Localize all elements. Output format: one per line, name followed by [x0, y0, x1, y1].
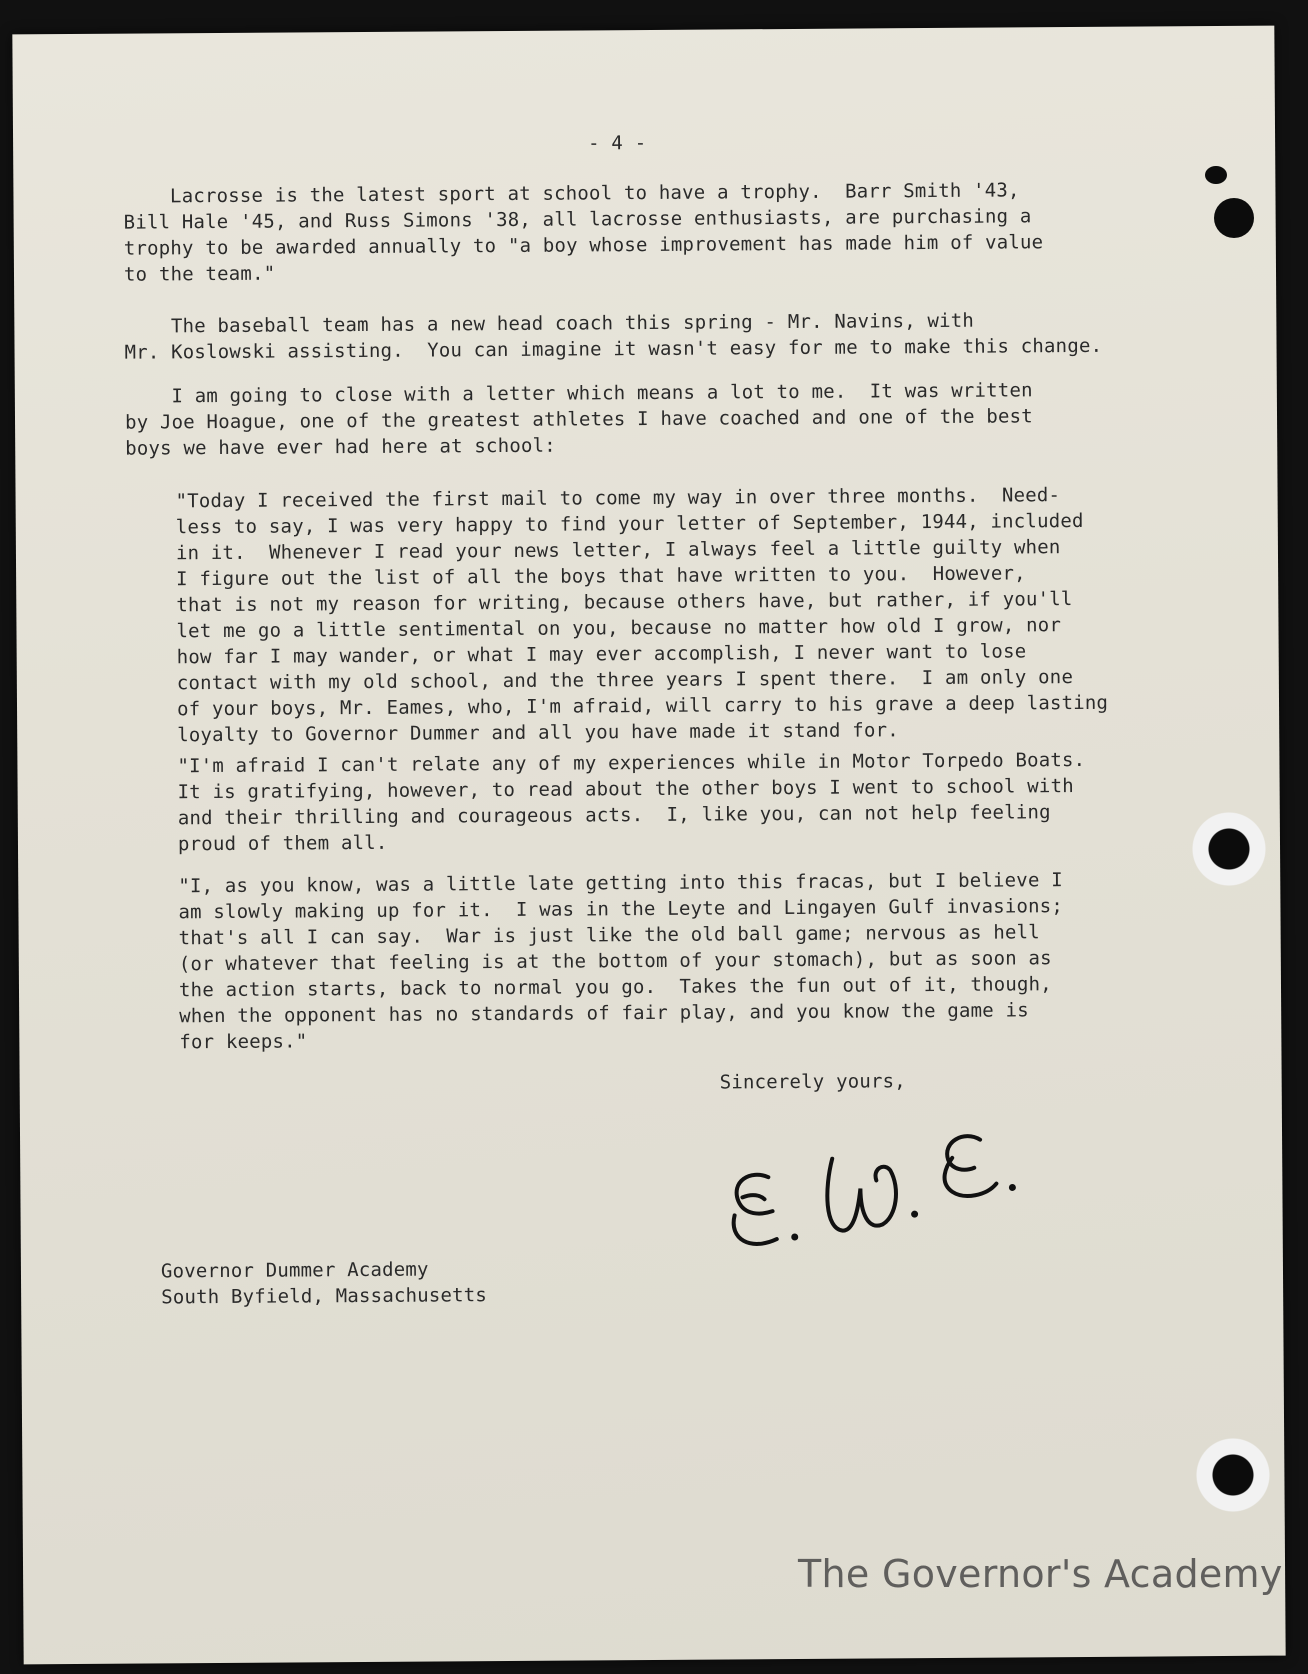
paragraph-lacrosse: Lacrosse is the latest sport at school to have a trophy. Barr Smith '43, Bill Hale '45, and Russ Simons '38, all lacrosse enthusiasts, are purchasing a trophy to be awarded annually to "a boy whose improvement has made him of value to the team." [123, 179, 1044, 286]
watermark: The Governor's Academy [798, 1552, 1283, 1596]
paragraph-letter-intro: I am going to close with a letter which means a lot to me. It was written by Joe Hoague, one of the greatest athletes I have coached and one of the best boys we have ever had here at school: [124, 379, 1033, 460]
paragraph-baseball: The baseball team has a new head coach this spring - Mr. Navins, with Mr. Koslowski assisting. You can imagine it wasn't easy for me to make this change. [124, 309, 1103, 364]
quoted-paragraph-3: "I, as you know, was a little late getting into this fracas, but I believe I am slowly making up for it. I was in the Leyte and Lingayen Gulf invasions; that's all I can say. War is just like the old ball game; nervous as hell (or whatever that feeling is at the bottom of your stomach), but as soon as the action starts, back to normal you go. Takes the fun out of it, though, when the opponent has no standards of fair play, and you know the game is for keeps." [178, 869, 1064, 1054]
punch-hole-top [1214, 198, 1254, 238]
sender-address: Governor Dummer Academy South Byfield, Massachusetts [160, 1258, 488, 1309]
punch-hole-bottom [1196, 1438, 1270, 1512]
page-number: - 4 - [588, 132, 647, 155]
closing-line: Sincerely yours, [719, 1070, 906, 1094]
handwritten-signature [720, 1117, 1051, 1259]
punch-hole-middle [1192, 812, 1266, 886]
quoted-paragraph-2: "I'm afraid I can't relate any of my experiences while in Motor Torpedo Boats. It is gratifying, however, to read about the other boys I went to school with and their thrilling and courageous acts. I, like you, can not help feeling proud of them all. [177, 748, 1086, 856]
punch-hole-top-notch [1205, 166, 1227, 184]
quoted-paragraph-1: "Today I received the first mail to come my way in over three months. Need- less to say, I was very happy to find your letter of September, 1944, included in it. Whenever I read your news letter, I always feel a little guilty when I figure out the list of all the boys that have written to you. However, that is not my reason for writing, because others have, but rather, if you'll let me go a little sentimental on you, because no matter how old I grow, nor how far I may wander, or what I may ever accomplish, I never want to lose contact with my old school, and the three years I spent there. I am only one of your boys, Mr. Eames, who, I'm afraid, will carry to his grave a deep lasting loyalty to Governor Dummer and all you have made it stand for. [175, 484, 1109, 747]
letter-page [12, 26, 1285, 1665]
